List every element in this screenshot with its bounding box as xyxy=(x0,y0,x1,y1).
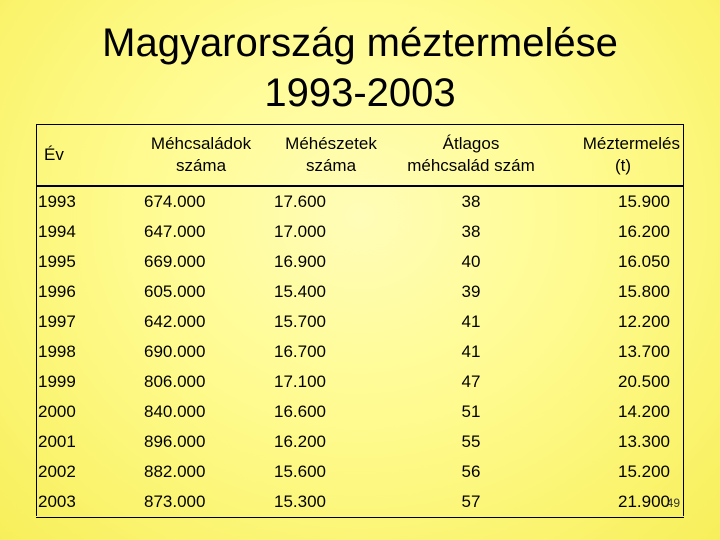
cell-colonies: 840.000 xyxy=(144,402,206,421)
table-row xyxy=(36,397,684,427)
cell-year: 2001 xyxy=(38,432,76,451)
cell-year: 1996 xyxy=(38,282,76,301)
table-row xyxy=(36,457,684,487)
cell-honey-production: 21.900 xyxy=(546,487,684,518)
cell-apiaries: 16.600 xyxy=(274,402,326,421)
cell-average-colonies: 56 xyxy=(461,462,481,481)
header-apiaries: Méhészetek száma xyxy=(266,125,396,187)
cell-year: 1999 xyxy=(38,372,76,391)
cell-apiaries: 17.100 xyxy=(274,372,326,391)
header-honey-production: Méztermelés (t) xyxy=(546,125,684,187)
page-number: 49 xyxy=(666,496,680,510)
cell-honey-production: 12.200 xyxy=(618,312,670,331)
cell-honey-production: 16.200 xyxy=(618,222,670,241)
cell-apiaries: 15.400 xyxy=(274,282,326,301)
cell-average-colonies: 55 xyxy=(461,432,481,451)
cell-apiaries: 15.300 xyxy=(266,487,396,518)
table-row xyxy=(36,186,684,217)
header-colonies: Méhcsaládok száma xyxy=(136,125,266,187)
cell-honey-production: 20.500 xyxy=(618,372,670,391)
cell-colonies: 605.000 xyxy=(144,282,206,301)
cell-honey-production: 16.050 xyxy=(618,252,670,271)
cell-honey-production: 15.200 xyxy=(618,462,670,481)
table-row xyxy=(36,247,684,277)
cell-colonies: 873.000 xyxy=(136,487,266,518)
cell-year: 1995 xyxy=(38,252,76,271)
header-average-colonies: Átlagos méhcsalád szám xyxy=(396,125,546,187)
cell-average-colonies: 41 xyxy=(461,342,481,361)
cell-honey-production: 13.300 xyxy=(618,432,670,451)
cell-honey-production: 15.900 xyxy=(618,192,670,211)
cell-honey-production: 14.200 xyxy=(618,402,670,421)
cell-year: 1994 xyxy=(38,222,76,241)
cell-honey-production: 15.800 xyxy=(618,282,670,301)
table-row xyxy=(36,277,684,307)
table-row xyxy=(36,337,684,367)
cell-year: 2002 xyxy=(38,462,76,481)
slide-title-line-2: 1993-2003 xyxy=(264,71,456,115)
cell-colonies: 896.000 xyxy=(144,432,206,451)
cell-year: 1998 xyxy=(38,342,76,361)
table-row xyxy=(36,427,684,457)
cell-colonies: 669.000 xyxy=(144,252,206,271)
cell-average-colonies: 40 xyxy=(461,252,481,271)
cell-apiaries: 16.200 xyxy=(274,432,326,451)
cell-colonies: 642.000 xyxy=(144,312,206,331)
table-row xyxy=(36,217,684,247)
cell-average-colonies: 38 xyxy=(461,222,481,241)
cell-apiaries: 16.700 xyxy=(274,342,326,361)
cell-average-colonies: 38 xyxy=(461,192,481,211)
cell-colonies: 647.000 xyxy=(144,222,206,241)
header-year: Év xyxy=(36,125,136,187)
table-row xyxy=(36,367,684,397)
cell-apiaries: 17.000 xyxy=(274,222,326,241)
cell-average-colonies: 41 xyxy=(461,312,481,331)
cell-colonies: 690.000 xyxy=(144,342,206,361)
cell-colonies: 882.000 xyxy=(144,462,206,481)
cell-average-colonies: 47 xyxy=(461,372,481,391)
slide-title-line-1: Magyarország méztermelése xyxy=(102,21,618,65)
cell-average-colonies: 51 xyxy=(461,402,481,421)
cell-year: 1993 xyxy=(38,192,76,211)
table-row xyxy=(36,307,684,337)
cell-average-colonies: 57 xyxy=(396,487,546,518)
cell-colonies: 806.000 xyxy=(144,372,206,391)
cell-apiaries: 15.600 xyxy=(274,462,326,481)
cell-honey-production: 13.700 xyxy=(618,342,670,361)
cell-apiaries: 15.700 xyxy=(274,312,326,331)
cell-year: 2003 xyxy=(36,487,136,518)
cell-apiaries: 16.900 xyxy=(274,252,326,271)
table-header-row xyxy=(36,125,684,187)
cell-apiaries: 17.600 xyxy=(274,192,326,211)
table-row xyxy=(36,487,684,518)
cell-colonies: 674.000 xyxy=(144,192,206,211)
cell-year: 1997 xyxy=(38,312,76,331)
slide-title xyxy=(0,18,720,118)
cell-average-colonies: 39 xyxy=(461,282,481,301)
table-body xyxy=(36,186,684,518)
cell-year: 2000 xyxy=(38,402,76,421)
honey-production-table xyxy=(36,124,684,518)
